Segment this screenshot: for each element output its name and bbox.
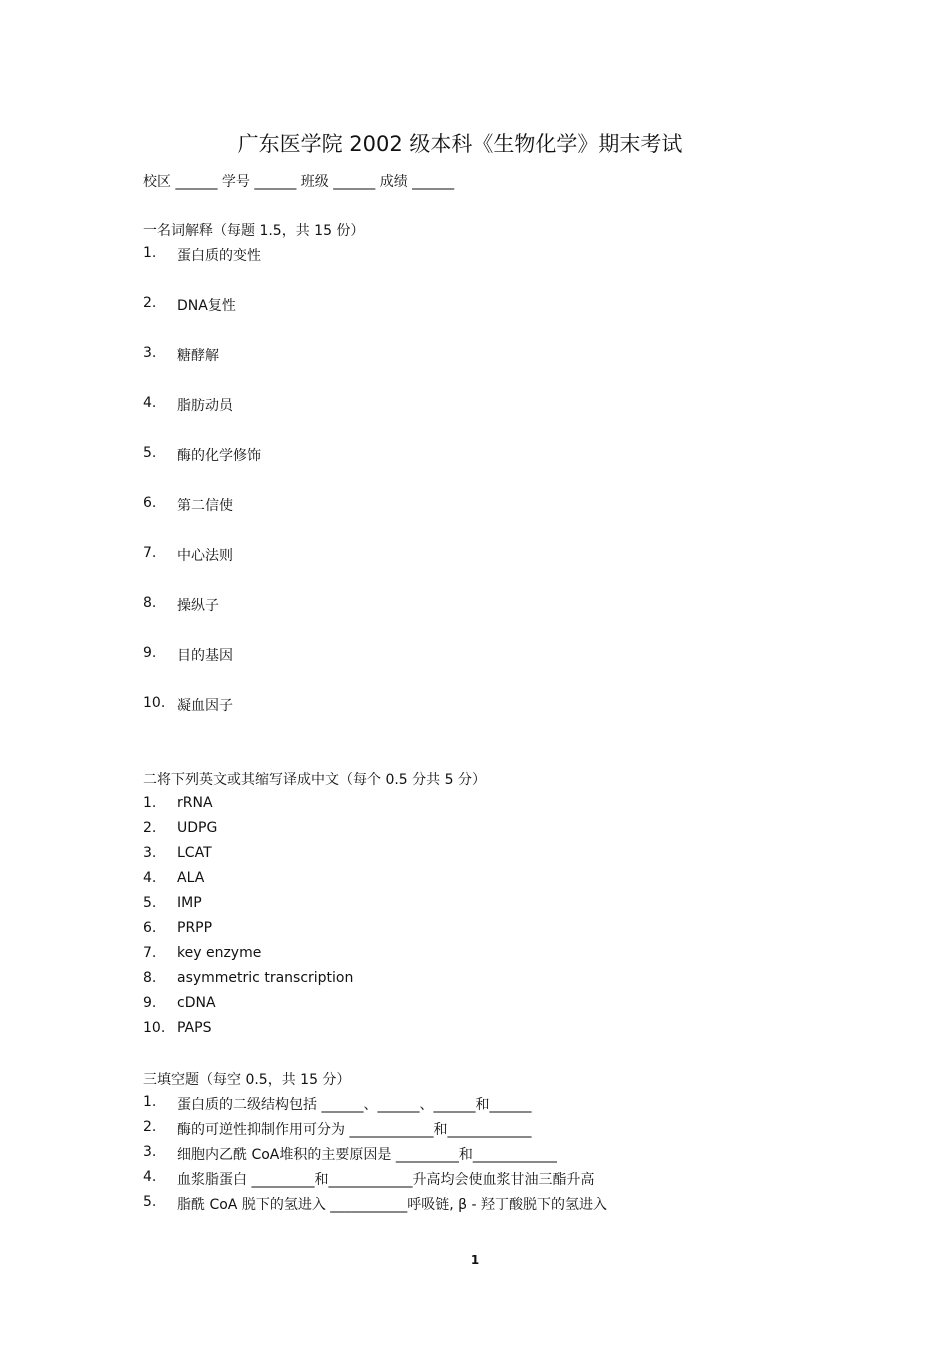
section2-item-number: 5.	[143, 895, 157, 911]
section2-item-text: asymmetric transcription	[177, 970, 354, 986]
section3-item-number: 1.	[143, 1094, 157, 1110]
section2-item-number: 1.	[143, 795, 157, 811]
section2-item-text: UDPG	[177, 820, 218, 836]
section1-item-number: 5.	[143, 445, 157, 461]
section2-item-text: rRNA	[177, 795, 213, 811]
section2-item-text: LCAT	[177, 845, 212, 861]
section1-item-text: 脂肪动员	[177, 398, 233, 414]
section1-item-text: 蛋白质的变性	[177, 248, 261, 264]
section1-item-number: 6.	[143, 495, 157, 511]
section2-item-number: 10.	[143, 1020, 166, 1036]
page-title: 广东医学院 2002 级本科《生物化学》期末考试	[237, 132, 683, 156]
section3-item-text: 脂酰 CoA 脱下的氢进入 ___________呼吸链, β - 羟丁酸脱下的氢进入	[177, 1197, 608, 1213]
section1-item-number: 2.	[143, 295, 157, 311]
section3-item-number: 5.	[143, 1194, 157, 1210]
section2-item-number: 2.	[143, 820, 157, 836]
section2-item-text: PAPS	[177, 1020, 212, 1036]
section1-item-number: 3.	[143, 345, 157, 361]
section3-item-text: 细胞内乙酰 CoA堆积的主要原因是 _________和____________	[177, 1147, 557, 1163]
section2-item-number: 9.	[143, 995, 157, 1011]
section2-item-number: 8.	[143, 970, 157, 986]
section2-item-number: 7.	[143, 945, 157, 961]
section1-item-text: 酶的化学修饰	[177, 448, 261, 464]
section1-item-text: 第二信使	[177, 498, 233, 514]
section3-item-number: 3.	[143, 1144, 157, 1160]
section1-item-number: 10.	[143, 695, 166, 711]
section2-item-number: 3.	[143, 845, 157, 861]
section3-item-text: 血浆脂蛋白 _________和____________升高均会使血浆甘油三酯升高	[177, 1172, 595, 1188]
section2-item-text: PRPP	[177, 920, 213, 936]
section3-item-number: 2.	[143, 1119, 157, 1135]
section3-item-number: 4.	[143, 1169, 157, 1185]
section3-heading: 三填空题（每空 0.5，共 15 分）	[143, 1072, 351, 1088]
section2-heading: 二将下列英文或其缩写译成中文（每个 0.5 分共 5 分）	[143, 772, 486, 788]
section2-item-text: cDNA	[177, 995, 216, 1011]
section1-item-text: 操纵子	[177, 598, 219, 614]
section1-item-number: 1.	[143, 245, 157, 261]
section1-item-number: 7.	[143, 545, 157, 561]
section2-item-text: key enzyme	[177, 945, 262, 961]
section1-item-text: 目的基因	[177, 648, 233, 664]
section2-item-number: 4.	[143, 870, 157, 886]
section2-item-number: 6.	[143, 920, 157, 936]
section1-item-number: 8.	[143, 595, 157, 611]
section1-item-text: DNA复性	[177, 298, 236, 314]
section1-item-text: 凝血因子	[177, 698, 233, 714]
student-info-line: 校区 ______ 学号 ______ 班级 ______ 成绩 ______	[143, 174, 455, 190]
section1-item-text: 糖酵解	[177, 348, 219, 364]
section1-item-text: 中心法则	[177, 548, 233, 564]
section3-item-text: 蛋白质的二级结构包括 ______、______、______和______	[177, 1097, 532, 1113]
section1-item-number: 9.	[143, 645, 157, 661]
section3-item-text: 酶的可逆性抑制作用可分为 ____________和____________	[177, 1122, 532, 1138]
section2-item-text: ALA	[177, 870, 205, 886]
page-number: 1	[470, 1253, 480, 1267]
section1-heading: 一名词解释（每题 1.5，共 15 份）	[143, 223, 365, 239]
section1-item-number: 4.	[143, 395, 157, 411]
section2-item-text: IMP	[177, 895, 202, 911]
